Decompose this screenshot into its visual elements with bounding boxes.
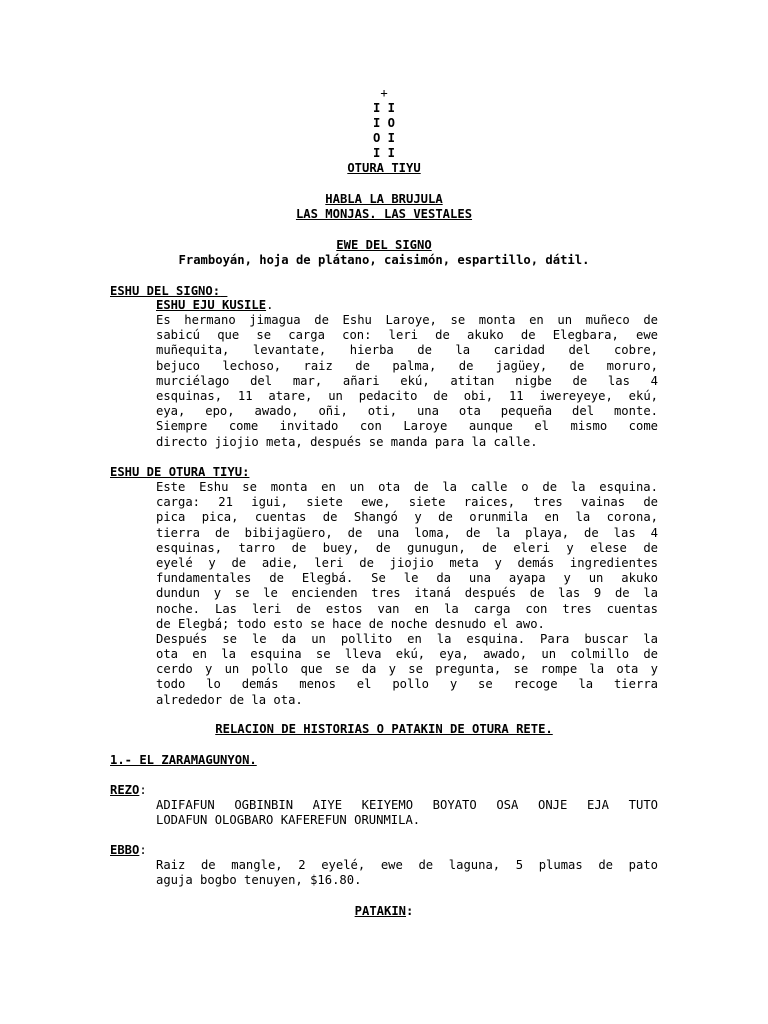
eshu-otura-line: ota en la esquina se lleva ekú, eya, awado, un colmillo de <box>156 647 658 662</box>
rezo-label-text: REZO <box>110 783 140 797</box>
eshu-signo-heading-text: ESHU DEL SIGNO: <box>110 284 221 298</box>
rezo-line: LODAFUN OLOGBARO KAFEREFUN ORUNMILA. <box>156 813 421 828</box>
sign-row-1: I I <box>372 101 395 115</box>
eshu-otura-line: tierra de bibijagüero, de una loma, de la playa, de las 4 <box>156 525 658 540</box>
eshu-otura-line: todo lo demás menos el pollo y se recoge la tierra <box>156 677 658 692</box>
eshu-signo-line: Siempre come invitado con Laroye aunque el mismo come <box>156 419 658 434</box>
eshu-otura-line: pica pica, cuentas de Shangó y de orunmila en la corona, <box>156 510 658 525</box>
rezo-label <box>110 783 147 798</box>
relacion-heading-text: RELACION DE HISTORIAS O PATAKIN DE OTURA RETE. <box>215 722 553 736</box>
sign-row-4: I I <box>372 146 395 160</box>
eshu-signo-line: esquinas, 11 atare, un pedacito de obi, 11 iwereyeye, ekú, <box>156 388 658 403</box>
ebbo-label-text: EBBO <box>110 843 140 857</box>
ebbo-line: aguja bogbo tenuyen, $16.80. <box>156 873 362 888</box>
story-title <box>110 753 257 768</box>
rezo-paragraph <box>156 798 658 828</box>
eshu-otura-paragraph <box>156 480 658 708</box>
eshu-otura-line: cerdo y un pollo que se da y se pregunta, se rompe la ota y <box>156 662 658 677</box>
rezo-colon: : <box>139 783 147 797</box>
rezo-line: ADIFAFUN OGBINBIN AIYE KEIYEMO BOYATO OSA ONJE EJA TUTO <box>156 798 658 812</box>
ebbo-label <box>110 843 147 858</box>
relacion-heading <box>0 722 768 737</box>
patakin-label <box>0 904 768 919</box>
sign-cross: + <box>380 86 388 100</box>
sign-name-text: OTURA TIYU <box>347 161 421 175</box>
eshu-signo-line: sabicú que se carga con: leri de akuko de Elegbara, ewe <box>156 328 658 343</box>
habla-heading <box>0 192 768 207</box>
eshu-signo-heading <box>110 284 227 299</box>
patakin-colon: : <box>406 904 414 918</box>
patakin-label-text: PATAKIN <box>354 904 407 918</box>
habla-subheading <box>0 207 768 222</box>
eshu-signo-subheading-punct: . <box>266 298 274 312</box>
eshu-otura-heading <box>110 465 249 480</box>
eshu-otura-heading-text: ESHU DE OTURA TIYU: <box>110 465 250 479</box>
sign-row-3: O I <box>372 131 395 145</box>
eshu-otura-line: eyelé y de adie, leri de jiojio meta y demás ingredientes <box>156 555 658 570</box>
eshu-otura-line: de Elegbá; todo esto se hace de noche desnudo el awo. <box>156 616 545 631</box>
habla-subheading-text: LAS MONJAS. LAS VESTALES <box>295 207 473 221</box>
eshu-otura-line: dundun y se le encienden tres itaná después de las 9 de la <box>156 586 658 601</box>
habla-heading-text: HABLA LA BRUJULA <box>325 192 443 206</box>
eshu-otura-line: esquinas, tarro de buey, de gunugun, de eleri y elese de <box>156 540 658 555</box>
ewe-heading <box>0 238 768 253</box>
eshu-otura-line: Después se le da un pollito en la esquina. Para buscar la <box>156 631 658 646</box>
eshu-signo-line: muñequita, levantate, hierba de la caridad del cobre, <box>156 343 658 358</box>
eshu-signo-subheading-text: ESHU EJU KUSILE <box>156 298 267 312</box>
story-title-text: 1.- EL ZARAMAGUNYON. <box>110 753 257 767</box>
eshu-otura-line: fundamentales de Elegbá. Se le da una ayapa y un akuko <box>156 571 658 586</box>
eshu-signo-line: directo jiojio meta, después se manda para la calle. <box>156 434 538 449</box>
eshu-otura-line: noche. Las leri de estos van en la carga con tres cuentas <box>156 601 658 616</box>
sign-name <box>0 161 768 176</box>
eshu-signo-line: murciélago del mar, añari ekú, atitan nigbe de las 4 <box>156 373 658 388</box>
eshu-signo-line: eya, epo, awado, oñi, oti, una ota pequeña del monte. <box>156 404 658 419</box>
eshu-otura-line: carga: 21 igui, siete ewe, siete raices, tres vainas de <box>156 495 658 510</box>
eshu-signo-paragraph <box>156 313 658 450</box>
eshu-signo-subheading <box>156 298 273 313</box>
ewe-heading-text: EWE DEL SIGNO <box>336 238 432 252</box>
eshu-signo-line: Es hermano jimagua de Eshu Laroye, se monta en un muñeco de <box>156 313 658 327</box>
eshu-otura-line: alrededor de la ota. <box>156 692 303 707</box>
sign-row-2: I O <box>372 116 395 130</box>
eshu-otura-line: Este Eshu se monta en un ota de la calle o de la esquina. <box>156 480 658 494</box>
ebbo-line: Raiz de mangle, 2 eyelé, ewe de laguna, 5 plumas de pato <box>156 858 658 872</box>
ebbo-colon: : <box>139 843 147 857</box>
ewe-text: Framboyán, hoja de plátano, caisimón, espartillo, dátil. <box>178 253 590 267</box>
ebbo-paragraph <box>156 858 658 888</box>
eshu-signo-line: bejuco lechoso, raiz de palma, de jagüey, de moruro, <box>156 358 658 373</box>
